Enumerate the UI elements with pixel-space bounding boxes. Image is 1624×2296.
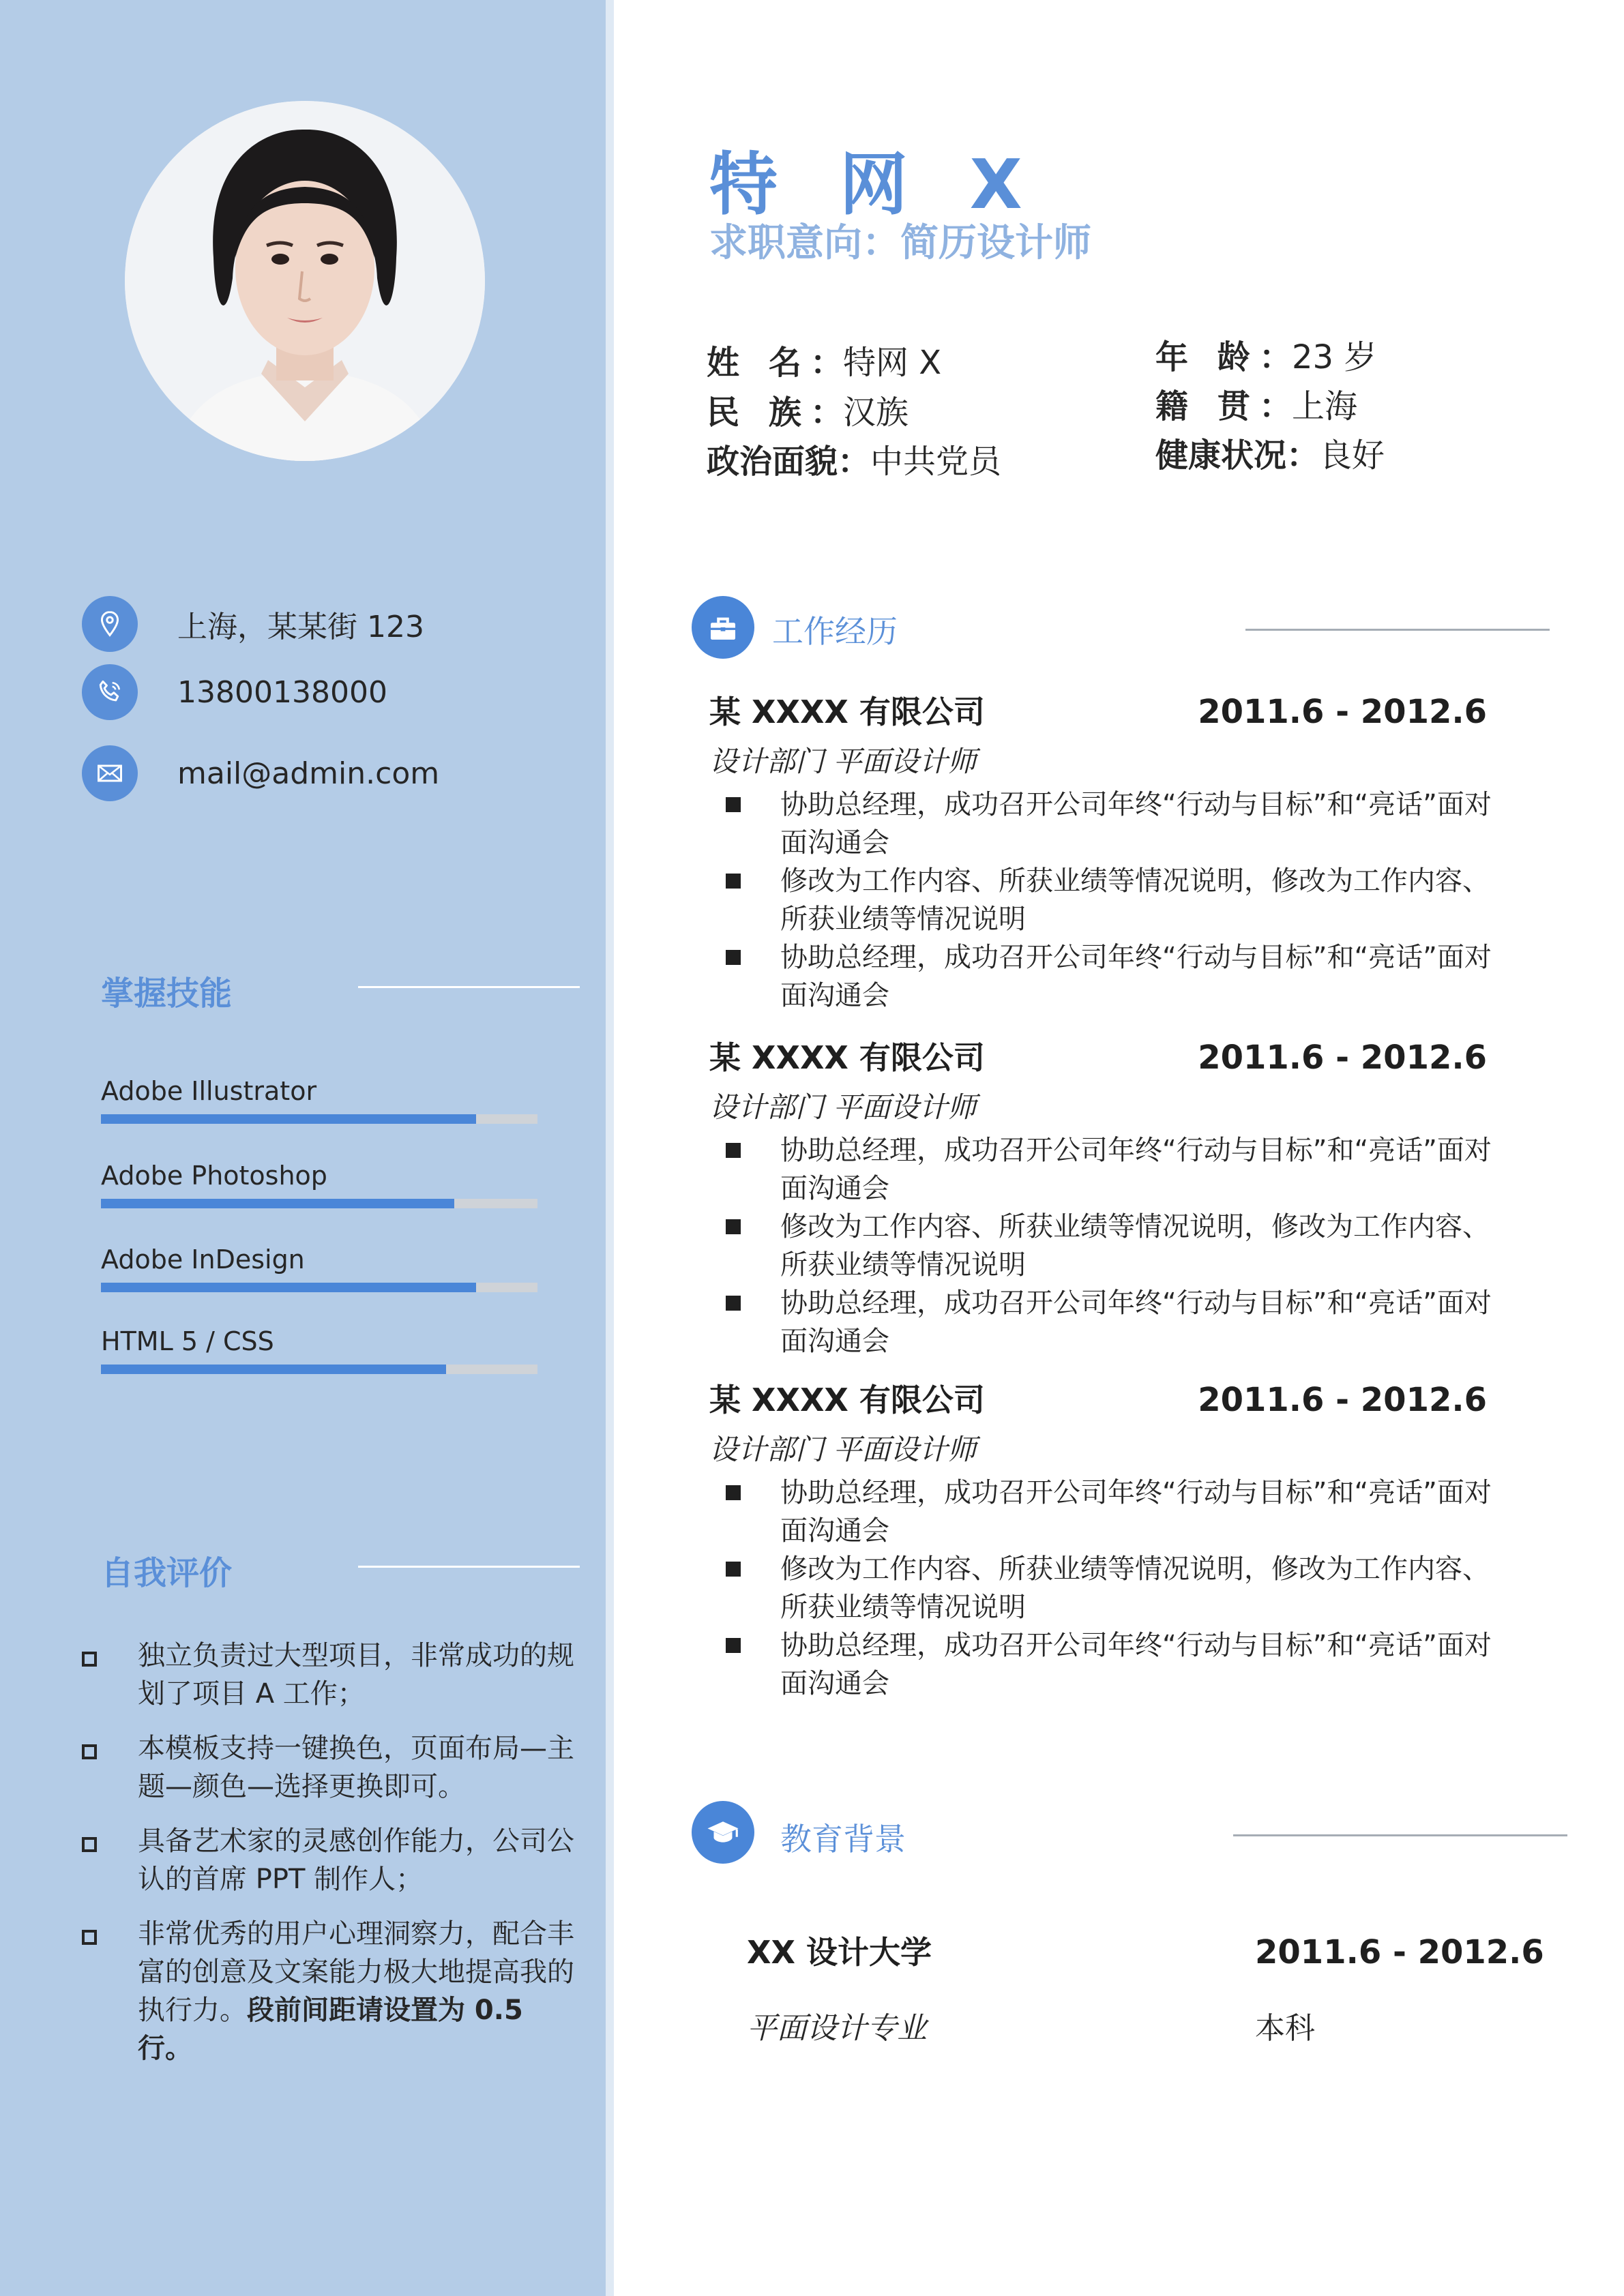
info-value: 23 岁 xyxy=(1292,338,1377,376)
job-bullet-text: 协助总经理，成功召开公司年终“行动与目标”和“亮话”面对面沟通会 xyxy=(780,1287,1492,1357)
address-text: 上海，某某街 123 xyxy=(177,610,424,644)
square-bullet-icon xyxy=(82,1744,97,1759)
location-pin-icon xyxy=(82,596,138,652)
job-entry xyxy=(709,1374,1501,1703)
self-eval-item xyxy=(82,1637,587,1713)
education-school: XX 设计大学 xyxy=(747,1934,932,1971)
job-bullets xyxy=(709,1131,1501,1360)
info-label: 籍 贯： xyxy=(1155,387,1292,426)
info-health xyxy=(1155,432,1385,479)
briefcase-icon xyxy=(692,596,754,659)
info-value: 特网 X xyxy=(843,344,942,382)
self-eval-title-divider xyxy=(358,1566,580,1568)
job-bullet-text: 修改为工作内容、所获业绩等情况说明，修改为工作内容、所获业绩等情况说明 xyxy=(780,1553,1490,1623)
work-section-divider xyxy=(1245,629,1550,631)
self-eval-item xyxy=(82,1822,587,1898)
skill-name: Adobe Illustrator xyxy=(101,1076,317,1106)
square-bullet-icon xyxy=(82,1930,97,1945)
job-bullet-text: 协助总经理，成功召开公司年终“行动与目标”和“亮话”面对面沟通会 xyxy=(780,789,1492,859)
skill-indesign xyxy=(101,1243,537,1292)
info-value: 上海 xyxy=(1292,387,1358,426)
candidate-name: 特 网 X xyxy=(709,145,1042,224)
job-bullet-text: 协助总经理，成功召开公司年终“行动与目标”和“亮话”面对面沟通会 xyxy=(780,1477,1492,1547)
job-entry xyxy=(709,686,1501,1015)
job-bullet-text: 修改为工作内容、所获业绩等情况说明，修改为工作内容、所获业绩等情况说明 xyxy=(780,1211,1490,1281)
job-entry xyxy=(709,1032,1501,1360)
education-degree: 本科 xyxy=(1255,2011,1315,2046)
square-bullet-icon xyxy=(726,950,741,965)
square-bullet-icon xyxy=(726,1296,741,1311)
job-bullet-item xyxy=(709,862,1501,938)
skill-html-css xyxy=(101,1325,537,1374)
square-bullet-icon xyxy=(726,797,741,812)
skill-bar-fill xyxy=(101,1365,446,1374)
self-eval-text: 本模板支持一键换色，页面布局—主题—颜色—选择更换即可。 xyxy=(138,1733,574,1802)
work-section-title: 工作经历 xyxy=(772,613,898,650)
job-bullet-text: 协助总经理，成功召开公司年终“行动与目标”和“亮话”面对面沟通会 xyxy=(780,1135,1492,1204)
square-bullet-icon xyxy=(726,1143,741,1158)
info-ethnicity xyxy=(707,389,909,436)
skills-title-divider xyxy=(358,986,580,988)
square-bullet-icon xyxy=(726,874,741,889)
avatar-photo xyxy=(125,101,485,461)
education-section-title: 教育背景 xyxy=(780,1821,906,1858)
job-department: 设计部门 平面设计师 xyxy=(709,745,977,778)
self-eval-item xyxy=(82,1915,587,2068)
education-major: 平面设计专业 xyxy=(747,2011,927,2046)
job-intention: 求职意向：简历设计师 xyxy=(709,221,1091,265)
job-company: 某 XXXX 有限公司 xyxy=(709,694,985,730)
job-date: 2011.6 - 2012.6 xyxy=(1198,1381,1487,1419)
skill-bar-fill xyxy=(101,1283,476,1292)
info-value: 良好 xyxy=(1319,436,1385,475)
info-value: 汉族 xyxy=(843,393,909,432)
envelope-icon xyxy=(82,745,138,801)
job-bullets xyxy=(709,1474,1501,1703)
job-bullet-text: 协助总经理，成功召开公司年终“行动与目标”和“亮话”面对面沟通会 xyxy=(780,1630,1492,1699)
skill-bar-fill xyxy=(101,1114,476,1124)
education-row-1 xyxy=(747,1914,1544,1991)
job-header xyxy=(709,686,1501,738)
education-entry xyxy=(747,1914,1544,2067)
job-header xyxy=(709,1032,1501,1084)
job-bullet-item xyxy=(709,1550,1501,1626)
skill-name: HTML 5 / CSS xyxy=(101,1326,274,1356)
info-age xyxy=(1155,333,1376,381)
job-bullet-item xyxy=(709,1131,1501,1208)
info-label: 健康状况： xyxy=(1155,436,1320,475)
skill-bar-track xyxy=(101,1199,537,1208)
skills-title: 掌握技能 xyxy=(101,974,233,1013)
job-bullet-text: 修改为工作内容、所获业绩等情况说明，修改为工作内容、所获业绩等情况说明 xyxy=(780,865,1490,935)
skill-bar-track xyxy=(101,1365,537,1374)
contact-phone xyxy=(82,664,387,721)
graduation-cap-icon xyxy=(692,1801,754,1864)
info-label: 政治面貌： xyxy=(707,443,871,481)
self-eval-text: 非常优秀的用户心理洞察力，配合丰富的创意及文案能力极大地提高我的执行力。 xyxy=(138,1918,574,2026)
info-label: 姓 名： xyxy=(707,344,843,382)
skill-name: Adobe InDesign xyxy=(101,1244,305,1274)
skill-illustrator xyxy=(101,1075,537,1124)
info-origin xyxy=(1155,383,1357,430)
square-bullet-icon xyxy=(726,1219,741,1234)
info-label: 民 族： xyxy=(707,393,843,432)
skill-bar-track xyxy=(101,1114,537,1124)
square-bullet-icon xyxy=(82,1837,97,1852)
phone-text: 13800138000 xyxy=(177,674,387,710)
education-section-divider xyxy=(1233,1834,1567,1836)
job-company: 某 XXXX 有限公司 xyxy=(709,1039,985,1076)
job-bullet-item xyxy=(709,938,1501,1015)
job-date: 2011.6 - 2012.6 xyxy=(1198,1039,1487,1077)
info-value: 中共党员 xyxy=(870,443,1002,481)
job-bullet-item xyxy=(709,786,1501,862)
info-label: 年 龄： xyxy=(1155,338,1292,376)
square-bullet-icon xyxy=(726,1562,741,1577)
job-bullets xyxy=(709,786,1501,1015)
email-text[interactable]: mail@admin.com xyxy=(177,756,440,791)
self-eval-bold-note: 段前间距请设置为 0.5 行。 xyxy=(138,1995,523,2064)
job-department: 设计部门 平面设计师 xyxy=(709,1090,977,1124)
phone-icon xyxy=(82,664,138,720)
job-header xyxy=(709,1374,1501,1426)
contact-email xyxy=(82,745,439,802)
self-eval-title: 自我评价 xyxy=(101,1554,233,1592)
sidebar-edge xyxy=(606,0,614,2296)
job-bullet-item xyxy=(709,1474,1501,1550)
education-row-2 xyxy=(747,1991,1501,2067)
job-bullet-text: 协助总经理，成功召开公司年终“行动与目标”和“亮话”面对面沟通会 xyxy=(780,942,1492,1011)
avatar-illustration xyxy=(125,101,485,461)
education-date: 2011.6 - 2012.6 xyxy=(1255,1933,1544,1971)
self-eval-list xyxy=(82,1637,587,2084)
square-bullet-icon xyxy=(726,1638,741,1653)
job-company: 某 XXXX 有限公司 xyxy=(709,1382,985,1418)
square-bullet-icon xyxy=(726,1485,741,1500)
job-department: 设计部门 平面设计师 xyxy=(709,1433,977,1466)
skill-bar-fill xyxy=(101,1199,454,1208)
job-bullet-item xyxy=(709,1626,1501,1703)
skill-photoshop xyxy=(101,1159,537,1208)
job-bullet-item xyxy=(709,1208,1501,1284)
self-eval-item xyxy=(82,1729,587,1806)
info-name xyxy=(707,339,941,387)
job-date: 2011.6 - 2012.6 xyxy=(1198,693,1487,731)
contact-address xyxy=(82,595,424,653)
info-politics xyxy=(707,438,1001,486)
skill-name: Adobe Photoshop xyxy=(101,1161,327,1191)
self-eval-text: 具备艺术家的灵感创作能力，公司公认的首席 PPT 制作人； xyxy=(138,1825,574,1895)
skill-bar-track xyxy=(101,1283,537,1292)
square-bullet-icon xyxy=(82,1652,97,1667)
self-eval-text: 独立负责过大型项目，非常成功的规划了项目 A 工作； xyxy=(138,1640,574,1710)
job-bullet-item xyxy=(709,1284,1501,1360)
